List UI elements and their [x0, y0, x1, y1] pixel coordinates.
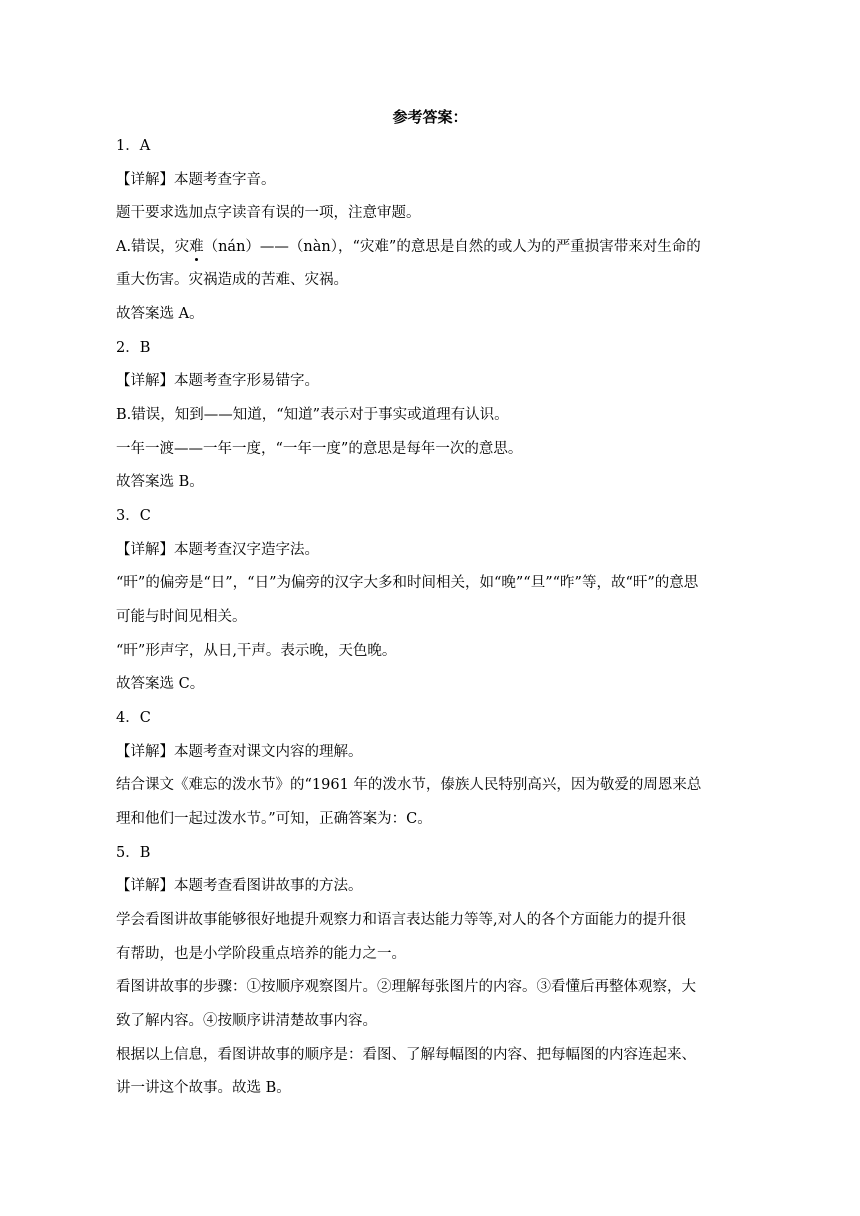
answer-2-explanation-line-2: B.错误，知到——知道，“知道”表示对于事实或道理有认识。	[116, 407, 509, 423]
answer-1-explanation-line-2: 题干要求选加点字读音有误的一项，注意审题。	[116, 205, 421, 221]
answer-2-explanation-line-1: 【详解】本题考查字形易错字。	[116, 373, 319, 389]
answer-5-explanation-line-2: 学会看图讲故事能够很好地提升观察力和语言表达能力等等,对人的各个方面能力的提升很	[116, 912, 687, 928]
answer-5-explanation-line-4: 看图讲故事的步骤：①按顺序观察图片。②理解每张图片的内容。③看懂后再整体观察，大	[116, 979, 696, 995]
answer-5-explanation-line-7: 讲一讲这个故事。故选 B。	[116, 1080, 291, 1096]
answer-1-explanation-line-3: A.错误，灾难（nán）——（nàn），“灾难”的意思是自然的或人为的严重损害带来对生命的	[116, 239, 701, 255]
answer-5-explanation-line-3: 有帮助，也是小学阶段重点培养的能力之一。	[116, 946, 406, 962]
answer-3-explanation-line-1: 【详解】本题考查汉字造字法。	[116, 542, 319, 558]
answer-5-explanation-line-5: 致了解内容。④按顺序讲清楚故事内容。	[116, 1013, 377, 1029]
answer-1-conclusion: 故答案选 A。	[116, 306, 204, 322]
answer-5-explanation-line-6: 根据以上信息，看图讲故事的顺序是：看图、了解每幅图的内容、把每幅图的内容连起来、	[116, 1047, 696, 1063]
answer-1-explanation-line-1: 【详解】本题考查字音。	[116, 172, 276, 188]
answer-3-explanation-line-4: “旰”形声字，从日,干声。表示晚，天色晚。	[116, 643, 397, 659]
answer-5-explanation-line-1: 【详解】本题考查看图讲故事的方法。	[116, 878, 363, 894]
emphasized-character: 难	[189, 239, 204, 255]
answer-1-number: 1．A	[116, 138, 151, 154]
answer-4-explanation-line-2: 结合课文《难忘的泼水节》的“1961 年的泼水节，傣族人民特别高兴，因为敬爱的周恩来总	[116, 777, 702, 793]
answer-4-number: 4．C	[116, 710, 151, 726]
answer-4-explanation-line-3: 理和他们一起过泼水节。”可知，正确答案为：C。	[116, 811, 432, 827]
answer-2-number: 2．B	[116, 340, 151, 356]
answer-3-conclusion: 故答案选 C。	[116, 676, 205, 692]
answer-4-explanation-line-1: 【详解】本题考查对课文内容的理解。	[116, 744, 363, 760]
page-title: 参考答案：	[392, 108, 468, 126]
answer-3-explanation-line-3: 可能与时间见相关。	[116, 609, 247, 625]
answer-5-number: 5．B	[116, 845, 151, 861]
answer-3-number: 3．C	[116, 508, 151, 524]
answer-2-explanation-line-3: 一年一渡——一年一度，“一年一度”的意思是每年一次的意思。	[116, 441, 523, 457]
answer-1-explanation-line-4: 重大伤害。灾祸造成的苦难、灾祸。	[116, 272, 348, 288]
answer-3-explanation-line-2: “旰”的偏旁是“日”，“日”为偏旁的汉字大多和时间相关，如“晚”“旦”“昨”等，故“旰”的意思	[116, 575, 699, 591]
answer-2-conclusion: 故答案选 B。	[116, 474, 204, 490]
